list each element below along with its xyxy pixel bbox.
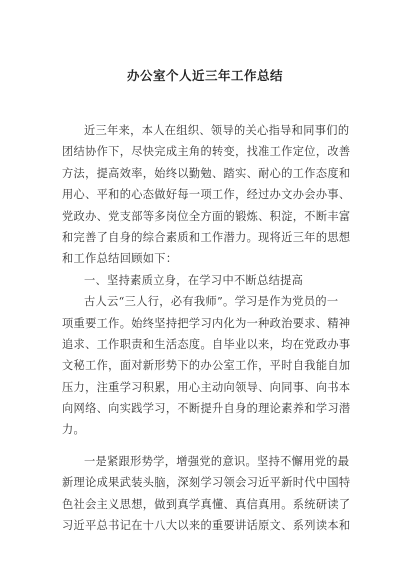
text-line: 项重要工作。始终坚持把学习内化为一种政治要求、精神 (62, 316, 350, 330)
text-line: 和完善了自身的综合素质和工作潜力。现将近三年的思想 (62, 230, 350, 244)
text-line: 文秘工作，面对新形势下的办公室工作，平时自我能自加 (62, 359, 350, 373)
text-line: 方法，提高效率，始终以勤勉、踏实、耐心的工作态度和 (62, 166, 350, 180)
text-line: 向网络、向实践学习，不断提升自身的理论素养和学习潜 (62, 402, 350, 416)
text-line: 习近平总书记在十八大以来的重要讲话原文、系列读本和 (62, 519, 350, 533)
text-line: 团结协作下，尽快完成主角的转变，找准工作定位，改善 (62, 145, 350, 159)
text-line: 压力，注重学习积累，用心主动向领导、向同事、向书本 (62, 380, 350, 394)
text-line: 近三年来，本人在组织、领导的关心指导和同事们的 (84, 124, 350, 137)
text-line: 力。 (62, 423, 86, 437)
text-line: 一是紧跟形势学，增强党的意识。坚持不懈用党的最 (84, 454, 350, 468)
text-line: 追求、工作职责和生活态度。自毕业以来，均在党政办事 (62, 337, 350, 351)
document-title: 办公室个人近三年工作总结 (126, 68, 283, 83)
document-body (62, 120, 350, 536)
text-line: 古人云“三人行，必有我师”。学习是作为党员的一 (84, 295, 339, 309)
text-line: 用心、平和的心态做好每一项工作，经过办文办会办事、 (62, 188, 350, 202)
section-heading: 一、坚持素质立身，在学习中不断总结提高 (84, 273, 304, 287)
text-line: 党政办、党支部等多岗位全方面的锻炼、积淀，不断丰富 (62, 209, 350, 223)
text-line: 和工作总结回顾如下： (62, 252, 178, 266)
paragraph-gap (62, 441, 350, 451)
text-line: 新理论成果武装头脑，深刻学习领会习近平新时代中国特 (62, 476, 350, 490)
text-line: 色社会主义思想，做到真学真懂、真信真用。系统研读了 (62, 497, 350, 511)
